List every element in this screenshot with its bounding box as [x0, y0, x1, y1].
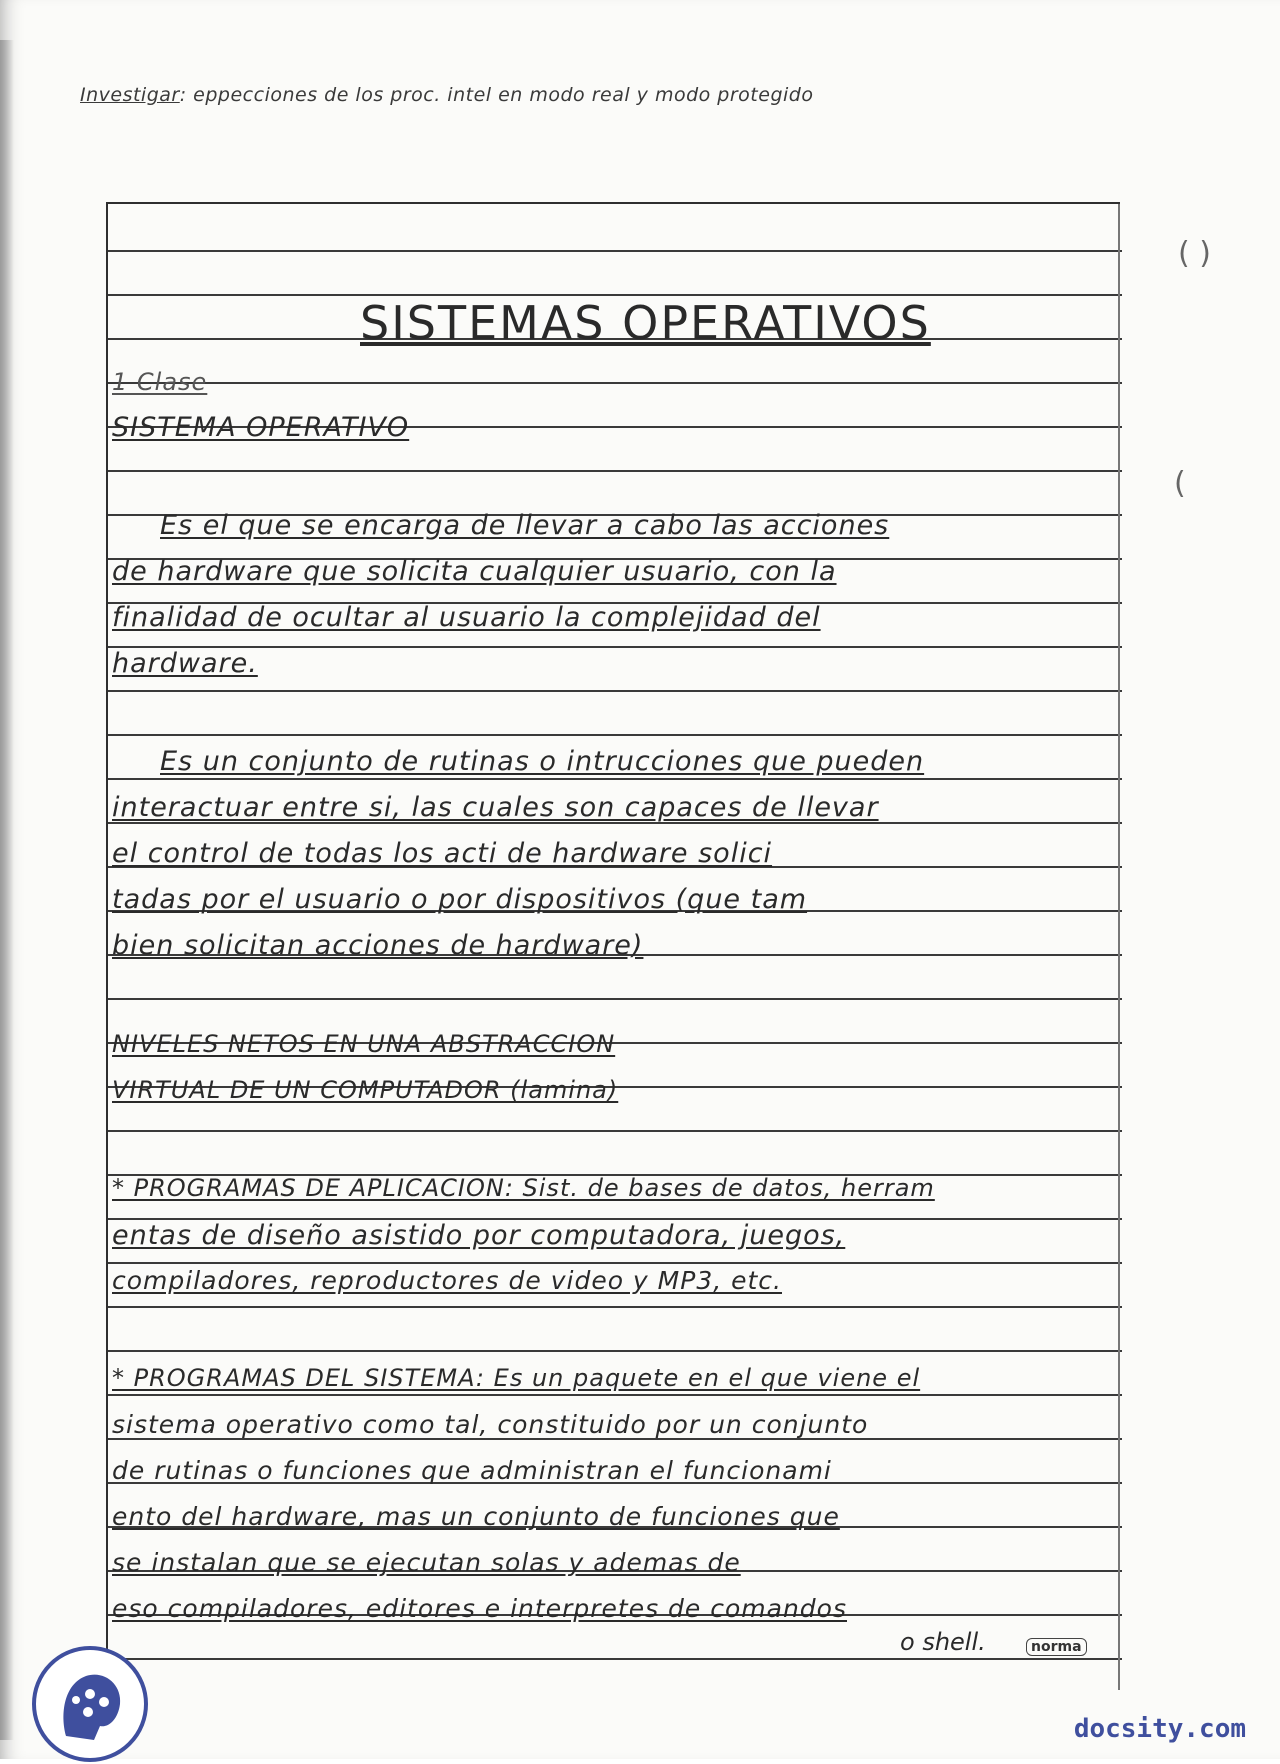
header-note-lead: Investigar — [80, 84, 180, 106]
ruled-line — [108, 1262, 1122, 1264]
ruled-line — [108, 690, 1122, 692]
paragraph1-line: de hardware que solicita cualquier usuario, con la — [112, 556, 837, 587]
paragraph1-line: finalidad de ocultar al usuario la complejidad del — [112, 602, 821, 633]
binder-hole-mark: ( ) — [1178, 236, 1211, 271]
header-note-text: : eppecciones de los proc. intel en modo real y modo protegido — [179, 84, 814, 106]
paragraph4-line: eso compiladores, editores e interpretes de comandos — [112, 1594, 847, 1623]
binder-hole-mark: ( — [1174, 466, 1186, 501]
scan-edge-shadow — [0, 40, 14, 1740]
paragraph4-line: * PROGRAMAS DEL SISTEMA: Es un paquete en el que viene el — [112, 1364, 921, 1392]
page-title: SISTEMAS OPERATIVOS — [360, 296, 931, 350]
right-margin-line — [1118, 204, 1120, 1690]
footer-text: o shell. — [900, 1628, 986, 1656]
ruled-line — [108, 250, 1122, 252]
norma-stamp: norma — [1026, 1638, 1087, 1656]
docsity-watermark: docsity.com — [1073, 1714, 1246, 1744]
paragraph4-line: se instalan que se ejecutan solas y ademas de — [112, 1548, 741, 1577]
ruled-line — [108, 1350, 1122, 1352]
paragraph4-line: ento del hardware, mas un conjunto de funciones que — [112, 1502, 840, 1531]
ruled-line — [108, 778, 1122, 780]
section-subtitle: SISTEMA OPERATIVO — [112, 412, 410, 443]
ruled-line — [108, 1658, 1122, 1660]
paragraph3-line: * PROGRAMAS DE APLICACION: Sist. de bases de datos, herram — [112, 1174, 935, 1202]
paragraph3-line: compiladores, reproductores de video y MP3, etc. — [112, 1266, 782, 1295]
class-label: 1 Clase — [112, 368, 208, 396]
ruled-line — [108, 1394, 1122, 1396]
ruled-line — [108, 1306, 1122, 1308]
ruled-line — [108, 1130, 1122, 1132]
header-note — [80, 84, 1140, 106]
ruled-line — [108, 470, 1122, 472]
ruled-line — [108, 646, 1122, 648]
paragraph2-line: Es un conjunto de rutinas o intrucciones que pueden — [160, 746, 925, 777]
paragraph2-line: bien solicitan acciones de hardware) — [112, 930, 644, 961]
paragraph3-line: entas de diseño asistido por computadora, juegos, — [112, 1220, 846, 1251]
levels-heading-line: VIRTUAL DE UN COMPUTADOR (lamina) — [112, 1076, 619, 1104]
levels-heading-line: NIVELES NETOS EN UNA ABSTRACCION — [112, 1030, 616, 1058]
paragraph2-line: tadas por el usuario o por dispositivos (que tam — [112, 884, 808, 915]
paragraph4-line: sistema operativo como tal, constituido por un conjunto — [112, 1410, 869, 1439]
paragraph1-line: Es el que se encarga de llevar a cabo las acciones — [160, 510, 890, 541]
paragraph1-line: hardware. — [112, 648, 258, 679]
paragraph2-line: el control de todas los acti de hardware solici — [112, 838, 773, 869]
paragraph2-line: interactuar entre si, las cuales son capaces de llevar — [112, 792, 879, 823]
ruled-line — [108, 734, 1122, 736]
paragraph4-line: de rutinas o funciones que administran el funcionami — [112, 1456, 832, 1485]
docsity-logo-icon — [30, 1644, 150, 1764]
ruled-line — [108, 382, 1122, 384]
ruled-line — [108, 998, 1122, 1000]
